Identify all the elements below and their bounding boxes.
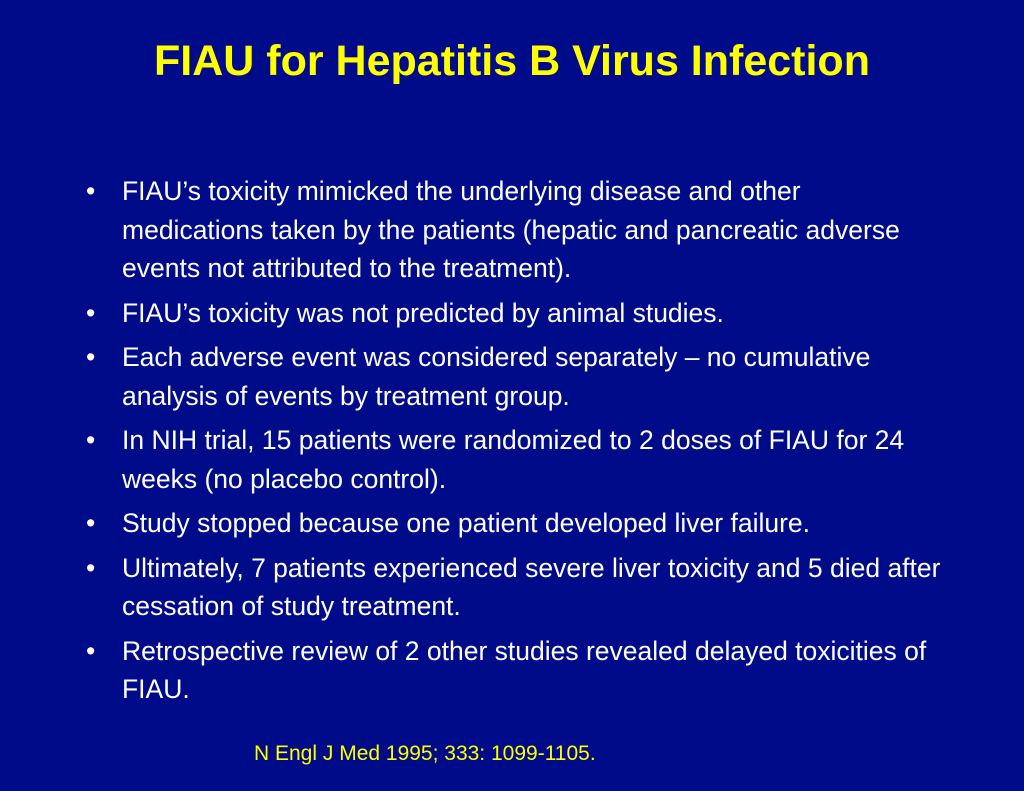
- bullet-text: Ultimately, 7 patients experienced severe liver toxicity and 5 died after cessation of study treatment.: [122, 552, 941, 621]
- bullet-text: Retrospective review of 2 other studies revealed delayed toxicities of FIAU.: [122, 635, 927, 704]
- bullet-item: [86, 294, 946, 333]
- bullet-text: In NIH trial, 15 patients were randomized to 2 doses of FIAU for 24 weeks (no placebo control).: [122, 425, 905, 494]
- bullet-text: FIAU’s toxicity was not predicted by animal studies.: [122, 297, 724, 328]
- bullet-text: FIAU’s toxicity mimicked the underlying disease and other medications taken by the patients (hepatic and pancreatic adverse events not attributed to the treatment).: [122, 176, 900, 283]
- bullet-text: Study stopped because one patient developed liver failure.: [122, 508, 811, 538]
- bullet-marker: •: [86, 508, 96, 538]
- bullet-marker: •: [86, 552, 96, 583]
- bullet-marker: •: [86, 425, 96, 455]
- bullet-list: [86, 172, 946, 715]
- bullet-marker: •: [86, 176, 96, 206]
- bullet-item: [86, 549, 946, 626]
- slide-title: FIAU for Hepatitis B Virus Infection: [154, 37, 870, 85]
- bullet-item: [86, 632, 946, 709]
- bullet-item: [86, 172, 946, 288]
- bullet-marker: •: [86, 297, 96, 328]
- bullet-text: Each adverse event was considered separately – no cumulative analysis of events by treatment group.: [122, 342, 871, 411]
- bullet-marker: •: [86, 635, 96, 666]
- bullet-item: [86, 338, 946, 415]
- bullet-item: [86, 421, 946, 498]
- bullet-marker: •: [86, 342, 96, 372]
- citation: N Engl J Med 1995; 333: 1099-1105.: [254, 742, 596, 765]
- bullet-item: [86, 504, 946, 543]
